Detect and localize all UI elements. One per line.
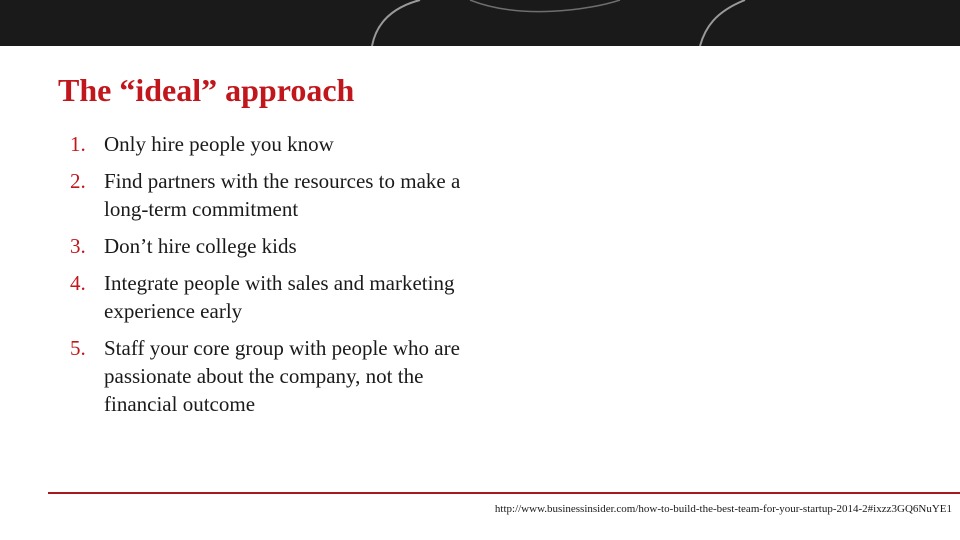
list-item-text: Don’t hire college kids	[104, 234, 297, 258]
list-item	[70, 334, 490, 418]
list-item	[70, 167, 490, 223]
list-item-text: Integrate people with sales and marketing experience early	[104, 271, 455, 323]
list-item-number: 1.	[70, 132, 86, 156]
list-item-text: Staff your core group with people who are passionate about the company, not the financial outcome	[104, 336, 460, 416]
list-item-text: Only hire people you know	[104, 132, 334, 156]
list-item-number: 4.	[70, 271, 86, 295]
source-link[interactable]: http://www.businessinsider.com/how-to-build-the-best-team-for-your-startup-2014-2#ixzz3GQ6NuYE1	[494, 503, 952, 515]
list-item-number: 5.	[70, 336, 86, 360]
numbered-list	[70, 130, 490, 427]
list-item	[70, 232, 490, 260]
decorative-swoosh-lines	[0, 0, 960, 46]
list-item	[70, 130, 490, 158]
list-item	[70, 269, 490, 325]
header-band	[0, 0, 960, 46]
footer-divider	[48, 492, 960, 494]
slide-title: The “ideal” approach	[58, 72, 355, 108]
list-item-number: 2.	[70, 169, 86, 193]
list-item-text: Find partners with the resources to make a long-term commitment	[104, 169, 461, 221]
list-item-number: 3.	[70, 234, 86, 258]
